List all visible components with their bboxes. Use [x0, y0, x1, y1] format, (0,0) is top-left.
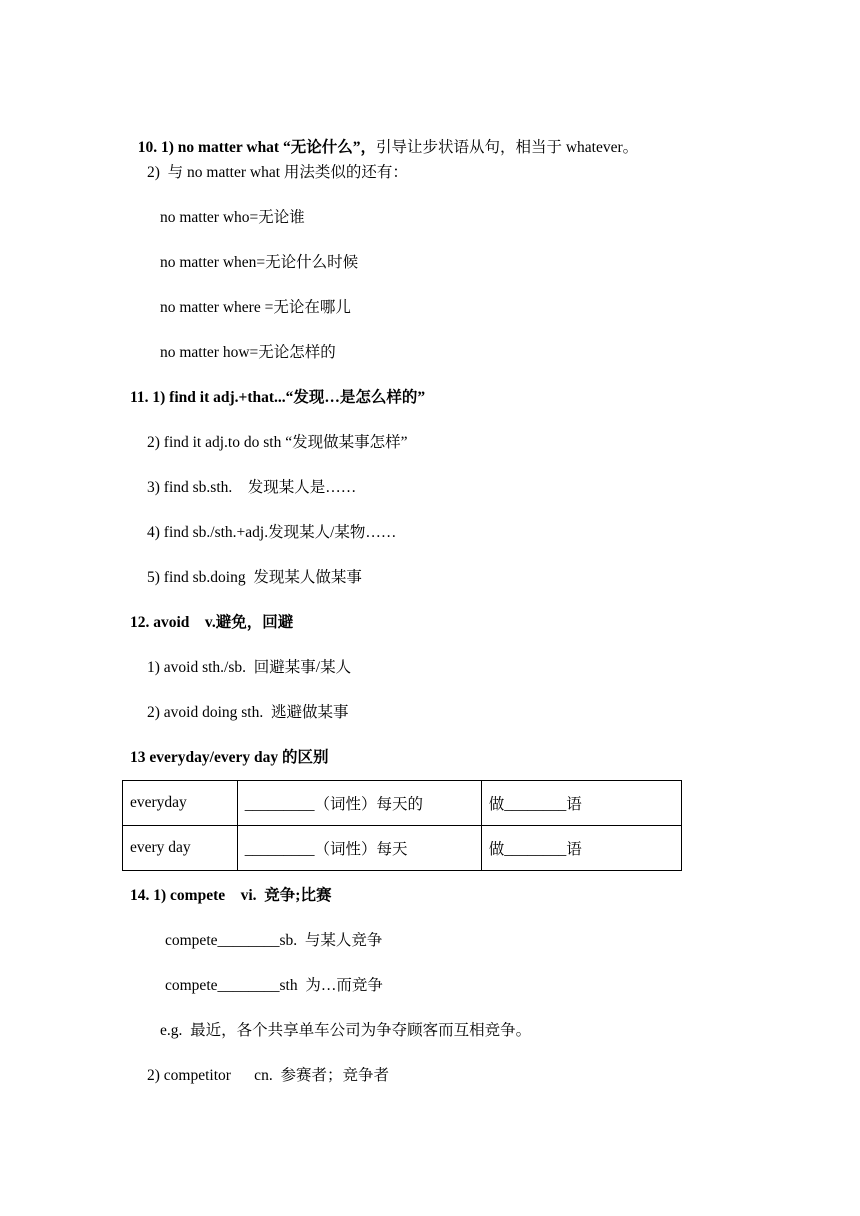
- section-10-item: no matter when=无论什么时候: [160, 254, 359, 271]
- table-cell: _________（词性）每天的: [237, 781, 481, 826]
- section-14-item: compete________sb. 与某人竞争: [165, 932, 383, 949]
- section-14-example: e.g. 最近，各个共享单车公司为争夺顾客而互相竞争。: [160, 1022, 532, 1039]
- comparison-table: [122, 780, 682, 871]
- section-11-heading: 11. 1) find it adj.+that...“发现…是怎么样的”: [130, 389, 426, 406]
- section-11-item: 4) find sb./sth.+adj.发现某人/某物……: [147, 524, 397, 541]
- table-row: [123, 781, 682, 826]
- section-10-item: no matter who=无论谁: [160, 209, 305, 226]
- section-12-item: 2) avoid doing sth. 逃避做某事: [147, 704, 349, 721]
- section-13-heading: 13 everyday/every day 的区别: [130, 749, 329, 766]
- table-cell: _________（词性）每天: [237, 826, 481, 871]
- section-14-item: compete________sth 为…而竞争: [165, 977, 383, 994]
- table-row: [123, 826, 682, 871]
- section-10-heading: [130, 118, 638, 158]
- section-10-heading-bold: 10. 1) no matter what “无论什么”，: [137, 139, 376, 156]
- section-10-item: no matter how=无论怎样的: [160, 344, 336, 361]
- section-10-sub2: 2) 与 no matter what 用法类似的还有：: [147, 164, 408, 181]
- table-cell: every day: [123, 826, 238, 871]
- section-12-heading: 12. avoid v.避免，回避: [130, 614, 294, 631]
- section-14-heading: 14. 1) compete vi. 竞争;比赛: [130, 887, 332, 904]
- section-10-heading-rest: 引导让步状语从句，相当于 whatever。: [375, 139, 639, 156]
- table-cell: 做________语: [481, 826, 681, 871]
- section-10-item: no matter where =无论在哪儿: [160, 299, 351, 316]
- section-12-item: 1) avoid sth./sb. 回避某事/某人: [147, 659, 352, 676]
- table-cell: 做________语: [481, 781, 681, 826]
- table-cell: everyday: [123, 781, 238, 826]
- section-14-sub2: 2) competitor cn. 参赛者；竞争者: [147, 1067, 389, 1084]
- section-11-item: 5) find sb.doing 发现某人做某事: [147, 569, 362, 586]
- section-11-item: 2) find it adj.to do sth “发现做某事怎样”: [147, 434, 408, 451]
- section-11-item: 3) find sb.sth. 发现某人是……: [147, 479, 357, 496]
